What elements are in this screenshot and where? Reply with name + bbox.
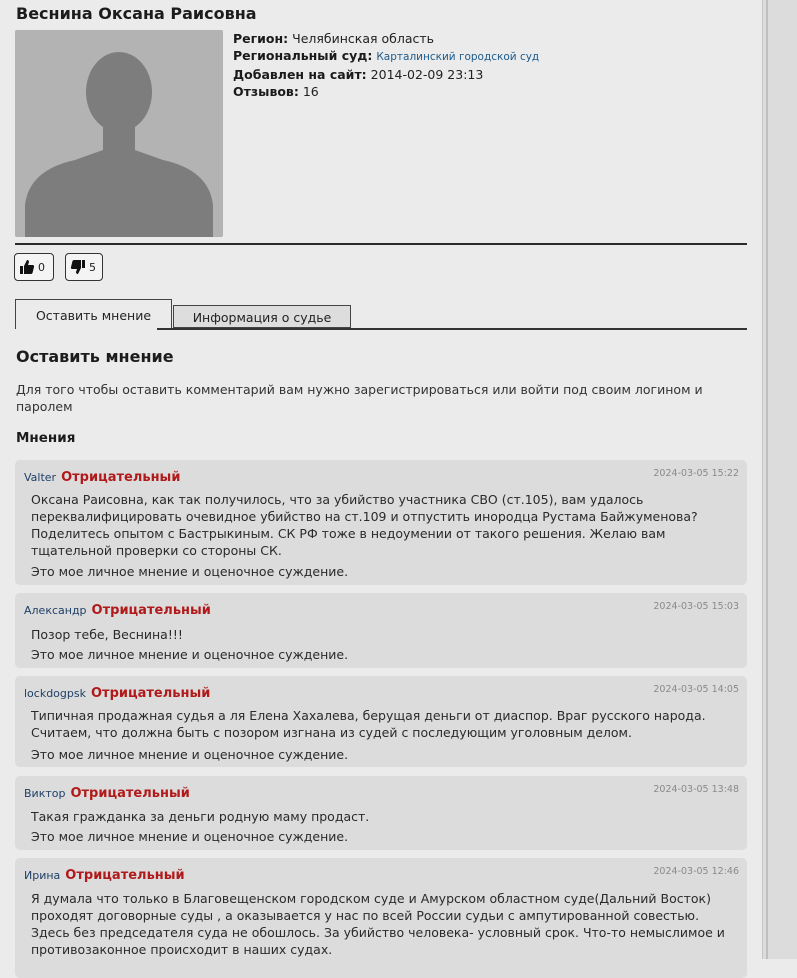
dislike-button[interactable] xyxy=(65,253,103,281)
comment-sentiment: Отрицательный xyxy=(61,470,181,485)
comment-author[interactable]: Александр xyxy=(24,604,87,617)
comment-author-line xyxy=(24,786,190,801)
comment-author-line xyxy=(24,868,185,883)
comment-date: 2024-03-05 15:22 xyxy=(653,468,739,479)
comment-author-line xyxy=(24,603,211,618)
thumbs-up-icon xyxy=(19,259,35,275)
comment-text: Типичная продажная судья а ля Елена Хахалева, берущая деньги от диаспор. Враг русского народа. Считаем, что должна быть с позором изгнана из судей с последующим уголовным делом. xyxy=(31,708,706,740)
opinions-title: Мнения xyxy=(16,430,76,446)
dislike-count: 5 xyxy=(89,260,96,274)
comment-card xyxy=(15,460,747,585)
divider xyxy=(15,243,747,245)
person-silhouette-icon xyxy=(15,30,223,237)
comment-author[interactable]: Виктор xyxy=(24,787,66,800)
comment-sentiment: Отрицательный xyxy=(90,686,211,701)
comment-disclaimer: Это мое личное мнение и оценочное суждение. xyxy=(31,829,349,844)
page-right-border xyxy=(762,0,797,959)
comment-author[interactable]: lockdogpsk xyxy=(24,687,86,700)
comment-sentiment: Отрицательный xyxy=(70,786,190,801)
comment-card xyxy=(15,858,747,978)
comment-card xyxy=(15,593,747,668)
comment-author[interactable]: Ирина xyxy=(24,869,61,882)
comment-author-line xyxy=(24,686,210,701)
login-notice: Для того чтобы оставить комментарий вам нужно зарегистрироваться или войти под своим логином и паролем xyxy=(16,382,703,414)
judge-info xyxy=(233,30,539,100)
region-value: Челябинская область xyxy=(292,31,435,46)
reviews-value: 16 xyxy=(302,84,319,99)
comment-disclaimer: Это мое личное мнение и оценочное суждение. xyxy=(31,747,349,762)
court-label: Региональный суд: xyxy=(233,48,373,63)
tabs xyxy=(15,299,747,328)
comment-sentiment: Отрицательный xyxy=(65,868,185,883)
comment-author-line xyxy=(24,470,180,485)
tab-underline xyxy=(157,328,747,330)
added-value: 2014-02-09 23:13 xyxy=(370,67,484,82)
comment-text: Такая гражданка за деньги родную маму продаст. xyxy=(31,809,370,824)
region-label: Регион: xyxy=(233,31,289,46)
comment-author[interactable]: Valter xyxy=(24,471,57,484)
comment-text: Я думала что только в Благовещенском городском суде и Амурском областном суде(Дальний Восток) проходят договорные суды , а оказывается у нас по всей России судьи с ампутированной совестью. Здесь без председателя суда не обошлось. За убийство человека- условный срок. Что-то немыслимое и противозаконное происходит в наших судах. xyxy=(31,891,725,957)
comment-card xyxy=(15,776,747,850)
comment-disclaimer: Это мое личное мнение и оценочное суждение. xyxy=(31,564,349,579)
judge-avatar-placeholder xyxy=(15,30,223,237)
like-count: 0 xyxy=(38,260,45,274)
comment-date: 2024-03-05 15:03 xyxy=(653,601,739,612)
comment-text: Позор тебе, Веснина!!! xyxy=(31,627,183,642)
comment-card xyxy=(15,676,747,767)
comment-sentiment: Отрицательный xyxy=(91,603,211,618)
court-link[interactable]: Карталинский городской суд xyxy=(376,51,540,63)
added-label: Добавлен на сайт: xyxy=(233,67,367,82)
reviews-label: Отзывов: xyxy=(233,84,299,99)
comment-text: Оксана Раисовна, как так получилось, что за убийство участника СВО (ст.105), вам удалось переквалифицировать очевидное убийство на ст.109 и отпустить инородца Рустама Байжуменова? Поделитесь опытом с Бастрыкиным. СК РФ тоже в недоумении от такого решения. Желаю вам тщательной проверки со стороны СК. xyxy=(31,492,698,558)
like-button[interactable] xyxy=(14,253,54,281)
comment-date: 2024-03-05 13:48 xyxy=(653,784,739,795)
comment-date: 2024-03-05 14:05 xyxy=(653,684,739,695)
comment-disclaimer: Это мое личное мнение и оценочное суждение. xyxy=(31,647,349,662)
judge-name: Веснина Оксана Раисовна xyxy=(16,4,257,23)
tab-leave-opinion[interactable]: Оставить мнение xyxy=(15,299,172,329)
comment-date: 2024-03-05 12:46 xyxy=(653,866,739,877)
thumbs-down-icon xyxy=(70,259,86,275)
tab-judge-info[interactable]: Информация о судье xyxy=(173,305,351,328)
leave-opinion-title: Оставить мнение xyxy=(16,347,174,366)
